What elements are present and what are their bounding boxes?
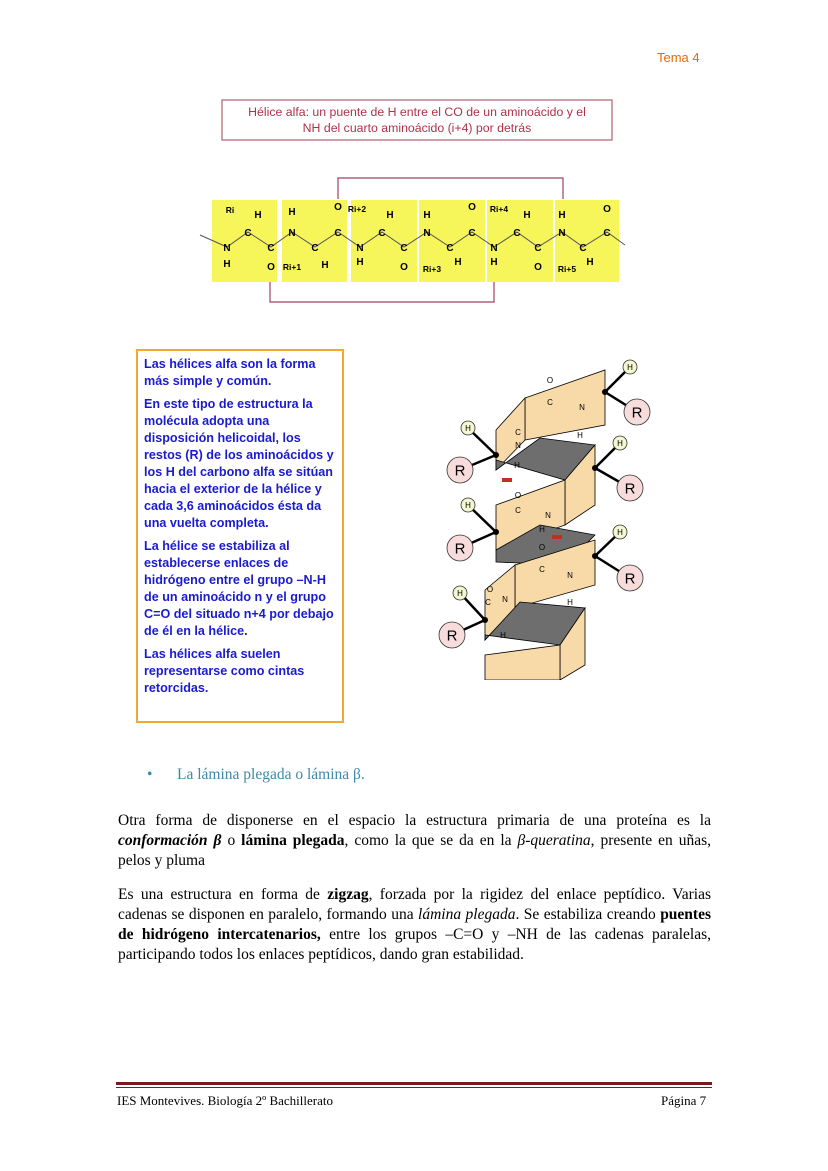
hydrogen-atom-icon-label: H [457,588,463,598]
alpha-carbon [482,617,488,623]
caption-line-1: Hélice alfa: un puente de H entre el CO de un aminoácido y el [248,105,586,119]
substituent-label: H [386,210,394,221]
atom-label: H [500,631,506,640]
substituent-label: Ri+1 [282,262,302,272]
atom-label: C [334,228,342,239]
hydrogen-atom-icon-label: H [617,527,623,537]
text: , como la que se da en la [344,832,518,849]
substituent-label: H [558,210,566,221]
term-zigzag: zigzag [327,886,369,903]
substituent-label: H [288,207,296,218]
alpha-carbon [592,553,598,559]
atom-label: C [378,228,386,239]
hydrogen-atom-icon-label: H [465,500,471,510]
alpha-carbon [493,529,499,535]
paragraph-beta-conformation [118,811,711,871]
atom-label: N [490,243,498,254]
substituent-label: Ri+5 [557,264,577,274]
substituent-label: H [490,257,498,268]
atom-label: N [545,511,551,520]
caption-line-2: NH del cuarto aminoácido (i+4) por detrás [302,121,532,135]
substituent-label: H [423,210,431,221]
alpha-helix-ribbon-diagram [430,350,670,680]
hbond-marker [552,535,562,539]
atom-label: N [288,228,296,239]
atom-label: C [244,228,252,239]
atom-label: C [534,243,542,254]
substituent-label: H [254,210,262,221]
atom-label: N [558,228,566,239]
section-header: Tema 4 [657,50,700,65]
atom-label: C [547,398,553,407]
substituent-label: H [523,210,531,221]
atom-label: O [546,376,554,385]
atom-label: H [539,525,545,534]
text: Otra forma de disponerse en el espacio la estructura primaria de una proteína es la [118,812,711,829]
hbond-connector-top [338,178,563,199]
r-group-icon-label: R [454,540,466,558]
footer-school: IES Montevives. Biología 2º Bachillerato [117,1093,333,1108]
substituent-label: Ri [225,205,235,215]
atom-label: C [603,228,611,239]
text: o [221,832,242,849]
term-folded-sheet: lámina plegada [418,906,516,923]
alpha-carbon [592,465,598,471]
term-interchain-hbonds: puentes de hidrógeno intercatenarios, [118,906,712,943]
atom-label: C [579,243,587,254]
atom-label: N [356,243,364,254]
text: , presente en uñas, pelos y pluma [118,832,712,869]
substituent-label: O [267,262,275,273]
ribbon-segment [485,645,560,680]
bullet-item-beta-sheet [147,766,365,784]
hydrogen-atom-icon-label: H [627,362,633,372]
atom-label: C [267,243,275,254]
bullet-symbol: • [147,766,153,783]
alpha-helix-info-box [136,349,344,723]
info-paragraph: Las hélices alfa suelen representarse como cintas retorcidas. [144,647,305,695]
substituent-label: H [223,259,231,270]
substituent-label: H [356,257,364,268]
substituent-label: H [586,257,594,268]
substituent-label: O [334,202,342,213]
term-beta-conformation: conformación β [118,832,222,849]
atom-label: O [486,585,494,594]
r-group-icon-label: R [631,404,643,422]
footer-page-number: Página 7 [661,1093,707,1108]
substituent-label: Ri+3 [422,264,442,274]
hydrogen-atom-icon-label: H [617,438,623,448]
r-group-icon-label: R [624,570,636,588]
atom-label: N [579,403,585,412]
substituent-label: O [400,262,408,273]
atom-label: N [223,243,231,254]
atom-label: C [513,228,521,239]
r-group-icon-label: R [624,480,636,498]
hydrogen-atom-icon-label: H [465,423,471,433]
substituent-label: O [534,262,542,273]
atom-label: N [423,228,431,239]
info-paragraph: En este tipo de estructura la molécula adopta una disposición helicoidal, los restos (R) de los aminoácidos y los H del carbono alfa se sitúan hacia el exterior de la hélice y cada 3,6 aminoácidos ésta da una vuelta completa. [144,397,334,530]
text: . Se estabiliza creando [515,906,661,923]
atom-label: C [468,228,476,239]
alpha-helix-peptide-diagram [195,95,635,310]
substituent-label: O [468,202,476,213]
atom-label: C [539,565,545,574]
footer-rule [116,1082,712,1085]
atom-label: C [446,243,454,254]
atom-label: H [514,461,520,470]
info-paragraph: La hélice se estabiliza al establecerse enlaces de hidrógeno entre el grupo –N-H de un aminoácido n y el grupo C=O del situado n+4 por debajo de él en la hélice. [144,539,334,638]
atom-label: H [577,431,583,440]
atom-label: N [502,595,508,604]
text: Es una estructura en forma de [118,886,328,903]
r-group-icon-label: R [446,627,458,645]
info-paragraph: Las hélices alfa son la forma más simple y común. [144,357,316,388]
atom-label: H [567,598,573,607]
substituent-label: Ri+4 [489,204,509,214]
term-beta-keratin: β-queratina [517,832,591,849]
r-group-icon-label: R [454,462,466,480]
hbond-marker [502,478,512,482]
atom-label: N [567,571,573,580]
atom-label: C [400,243,408,254]
footer-rule [116,1087,712,1088]
ribbon-segment [525,370,605,440]
text: , forzada por la rigidez del enlace peptídico. Varias cadenas se disponen en paralelo, formando una [118,886,711,923]
atom-label: C [311,243,319,254]
atom-label: C [515,506,521,515]
alpha-carbon [493,452,499,458]
substituent-label: H [454,257,462,268]
alpha-carbon [602,389,608,395]
substituent-label: O [603,204,611,215]
substituent-label: Ri+2 [347,204,367,214]
text: entre los grupos –C=O y –NH de las cadenas paralelas, participando todos los enlaces peptídicos, dando gran estabilidad. [118,926,711,963]
atom-label: O [514,491,522,500]
substituent-label: H [321,260,329,271]
bullet-text: La lámina plegada o lámina β. [177,766,365,783]
atom-label: C [515,428,521,437]
hbond-connector-bottom [270,282,494,302]
term-folded-sheet: lámina plegada [241,832,345,849]
atom-label: O [538,543,546,552]
atom-label: N [515,441,521,450]
atom-label: C [485,598,491,607]
paragraph-zigzag [118,885,711,965]
